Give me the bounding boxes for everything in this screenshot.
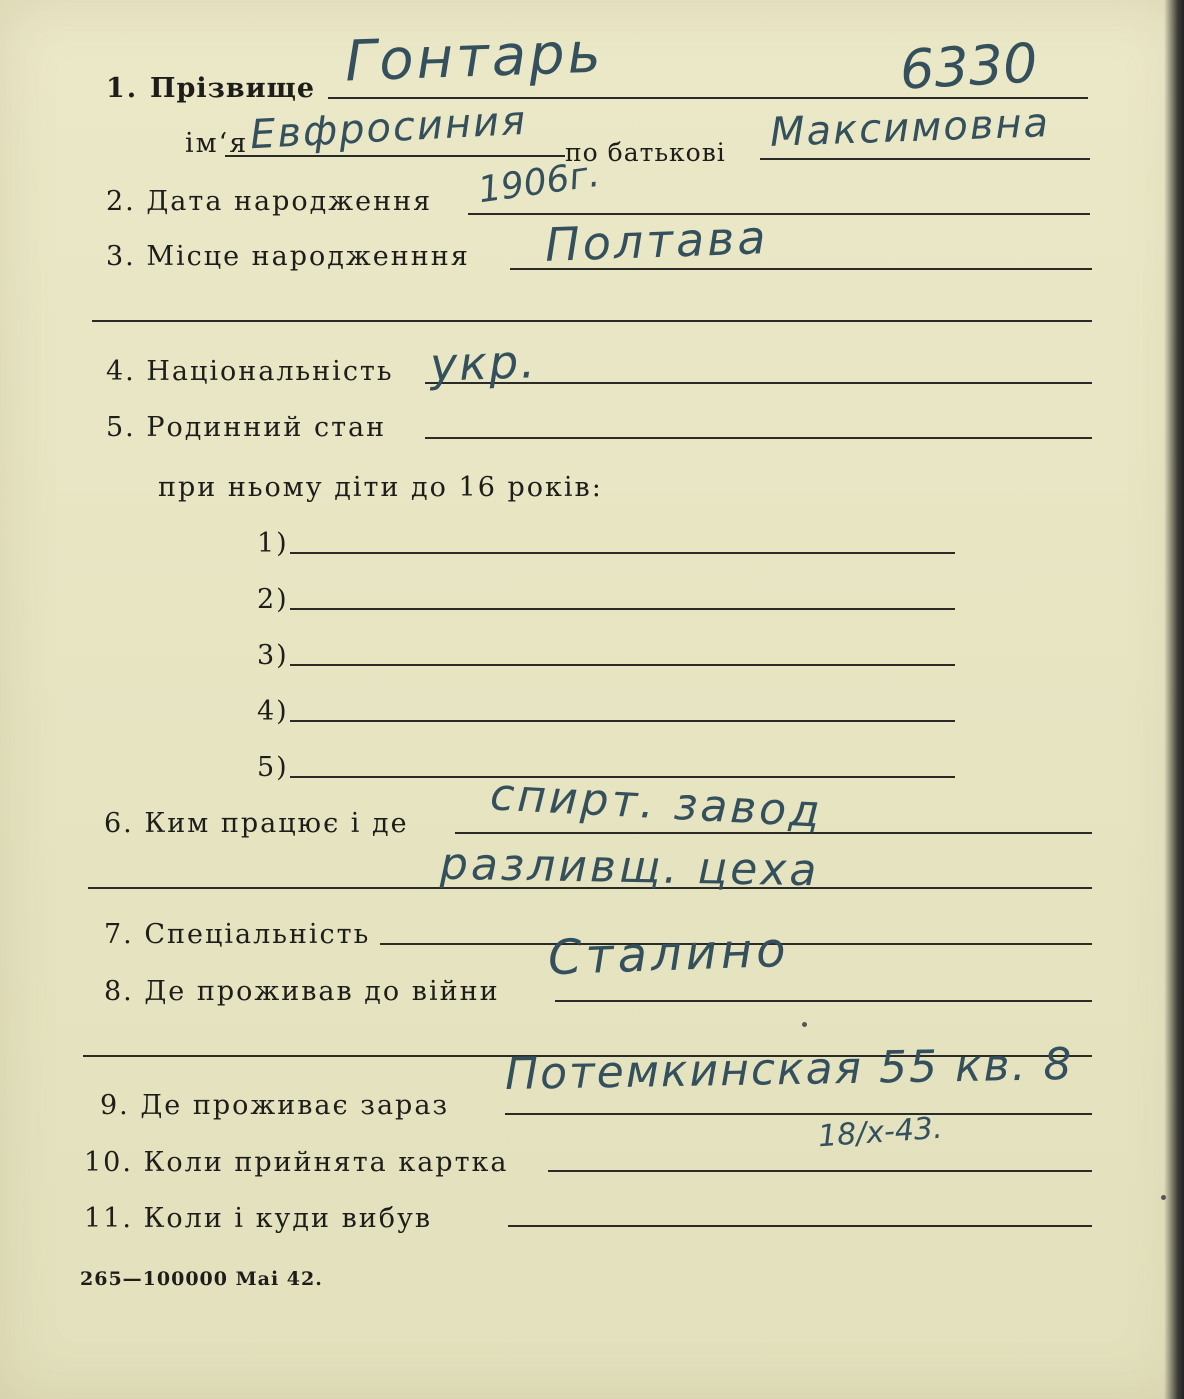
print-footer: 265—100000 Mai 42. (80, 1268, 323, 1290)
field-1-number: 1. (106, 73, 139, 104)
field-1-name-label: ім‘я (185, 128, 249, 159)
field-4-label: 4. Національність (106, 356, 394, 387)
handwritten-work-line-2: разливщ. цеха (439, 838, 820, 897)
child-4-line (290, 720, 955, 722)
child-1-line (290, 552, 955, 554)
child-3-line (290, 664, 955, 666)
field-1-patronymic-label: по батькові (565, 138, 726, 167)
child-4-label: 4) (257, 696, 289, 727)
card-edge-shadow (1164, 0, 1184, 1399)
field-7-label: 7. Спеціальність (104, 919, 371, 950)
child-1-label: 1) (257, 528, 289, 559)
field-11-line (508, 1225, 1092, 1227)
field-5-line (425, 437, 1092, 439)
field-8-line (555, 1000, 1092, 1002)
child-5-label: 5) (257, 752, 289, 783)
field-2-line (468, 213, 1090, 215)
handwritten-work-line-1: спирт. завод (488, 769, 824, 838)
field-1-patronymic-line (760, 158, 1090, 160)
handwritten-card-number: 6330 (898, 31, 1039, 102)
field-10-label: 10. Коли прийнята картка (84, 1147, 509, 1178)
field-8-label: 8. Де проживав до війни (104, 976, 500, 1007)
field-10-line (548, 1170, 1092, 1172)
field-5-children-label: при ньому діти до 16 років: (158, 472, 603, 503)
field-9-line (505, 1113, 1092, 1115)
handwritten-nationality: укр. (429, 334, 538, 392)
field-1-label: Прізвище (150, 73, 316, 104)
child-2-line (290, 608, 955, 610)
field-3-label: 3. Місце народженння (106, 241, 470, 272)
field-2-label: 2. Дата народження (106, 186, 433, 217)
field-3-extra-line (92, 320, 1092, 322)
handwritten-birth-place: Полтава (544, 210, 770, 272)
field-11-label: 11. Коли і куди вибув (84, 1203, 433, 1234)
field-5-label: 5. Родинний стан (106, 412, 387, 443)
ink-dot (802, 1022, 807, 1027)
child-2-label: 2) (257, 584, 289, 615)
handwritten-current-address: Потемкинская 55 кв. 8 (504, 1039, 1074, 1100)
child-3-label: 3) (257, 640, 289, 671)
handwritten-first-name: Евфросиния (248, 97, 529, 159)
field-9-label: 9. Де проживає зараз (100, 1090, 450, 1121)
handwritten-surname: Гонтарь (343, 20, 605, 95)
handwritten-patronymic: Максимовна (769, 100, 1051, 156)
ink-dot (1161, 1195, 1166, 1200)
field-6-label: 6. Ким працює і де (104, 808, 409, 839)
handwritten-specialty: Сталино (547, 921, 791, 987)
handwritten-birth-date: 1906г. (475, 153, 603, 212)
handwritten-card-date: 18/x-43. (816, 1110, 944, 1155)
